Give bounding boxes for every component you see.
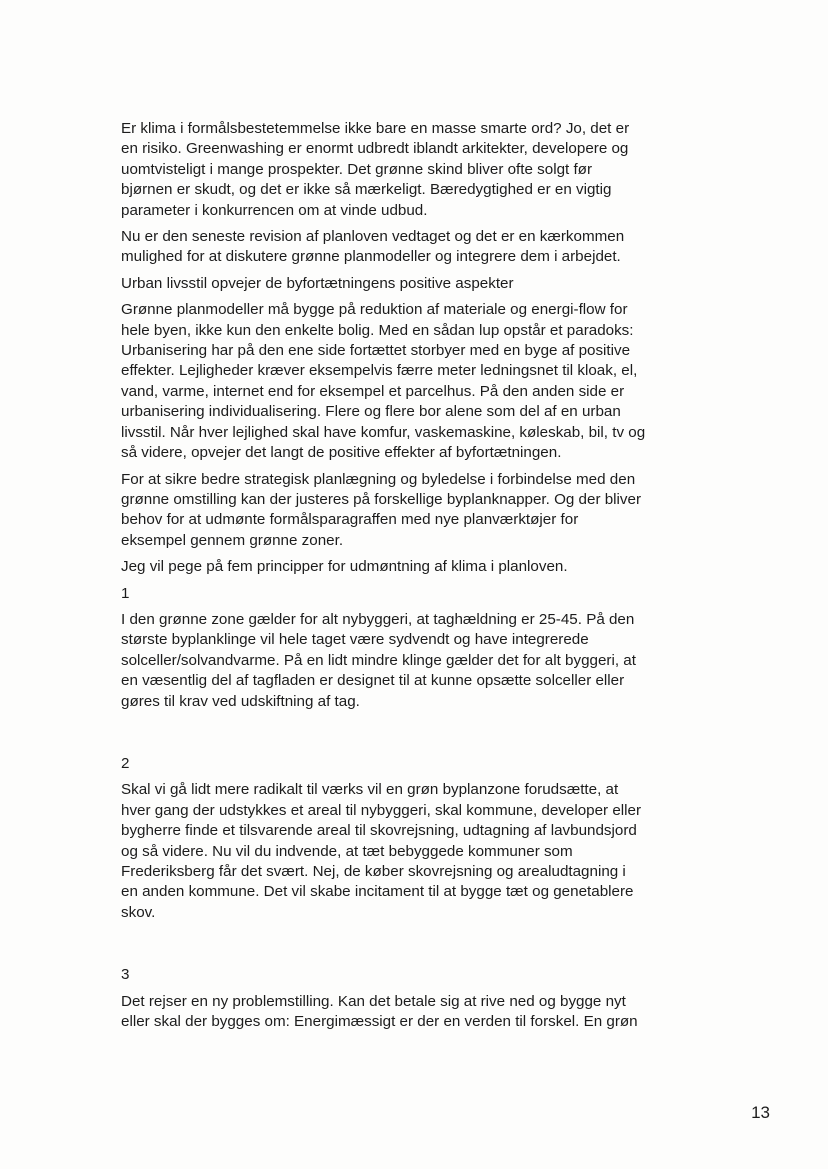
paragraph-planloven-revision: Nu er den seneste revision af planloven vedtaget og det er en kærkommen mulighed for at diskutere grønne planmodeller og integrere dem i arbejdet.: [121, 228, 625, 266]
paragraph-greenwashing: Er klima i formålsbestetemmelse ikke bare en masse smarte ord? Jo, det er en risiko. Greenwashing er enormt udbredt iblandt arkitekter, developere og uomtvisteligt i mange prospekter. Det grønne skind bliver ofte solgt før bjørnen er skudt, og det er ikke så mærkeligt. Bæredygtighed er en vigtig parameter i konkurrencen om at vinde udbud.: [121, 120, 630, 219]
page-number: 13: [751, 1103, 770, 1122]
paragraph-principle-2: Skal vi gå lidt mere radikalt til værks vil en grøn byplanzone forudsætte, at hver gang der udstykkes et areal til nybyggeri, skal kommune, developer eller bygherre finde et tilsvarende areal til skovrejsning, udtagning af lavbundsjord og så videre. Nu vil du indvende, at tæt bebyggede kommuner som Frederiksberg får det svært. Nej, de køber skovrejsning og arealudtagning i en anden kommune. Det vil skabe incitament til at bygge tæt og genetablere skov.: [121, 781, 642, 921]
principle-number-2: 2: [121, 754, 130, 772]
paragraph-planmodeller: Grønne planmodeller må bygge på reduktion af materiale og energi-flow for hele byen, ikke kun den enkelte bolig. Med en sådan lup opstår et paradoks: Urbanisering har på den ene side fortættet storbyer med en byge af positive effekter. Lejligheder kræver eksempelvis færre meter ledningsnet til kloak, el, vand, varme, internet end for eksempel et parcelhus. På den anden side er urbanisering individualisering. Flere og flere bor alene som del af en urban livsstil. Når hver lejlighed skal have komfur, vaskemaskine, køleskab, bil, tv og så videre, opvejer det langt de positive effekter af byfortætningen.: [121, 301, 646, 462]
principle-number-3: 3: [121, 966, 130, 984]
paragraph-principle-3: Det rejser en ny problemstilling. Kan det betale sig at rive ned og bygge nyt eller skal der bygges om: Energimæssigt er der en verden til forskel. En grøn: [121, 992, 638, 1031]
paragraph-principle-1: I den grønne zone gælder for alt nybyggeri, at taghældning er 25-45. På den største byplanklinge vil hele taget være sydvendt og have integrerede solceller/solvandvarme. På en lidt mindre klinge gælder det for alt byggeri, at en væsentlig del af tagfladen er designet til at kunne opsætte solceller eller gøres til krav ved udskiftning af tag.: [121, 610, 636, 710]
subheading-urban-livsstil: Urban livsstil opvejer de byfortætningens positive aspekter: [121, 274, 514, 292]
body-text: [121, 119, 701, 1038]
principle-number-1: 1: [121, 584, 130, 602]
paragraph-strategisk-planlaegning: For at sikre bedre strategisk planlægning og byledelse i forbindelse med den grønne omstilling kan der justeres på forskellige byplanknapper. Og der bliver behov for at udmønte formålsparagraffen med nye planværktøjer for eksempel gennem grønne zoner.: [121, 470, 642, 549]
paragraph-fem-principper: Jeg vil pege på fem principper for udmøntning af klima i planloven.: [121, 558, 568, 576]
